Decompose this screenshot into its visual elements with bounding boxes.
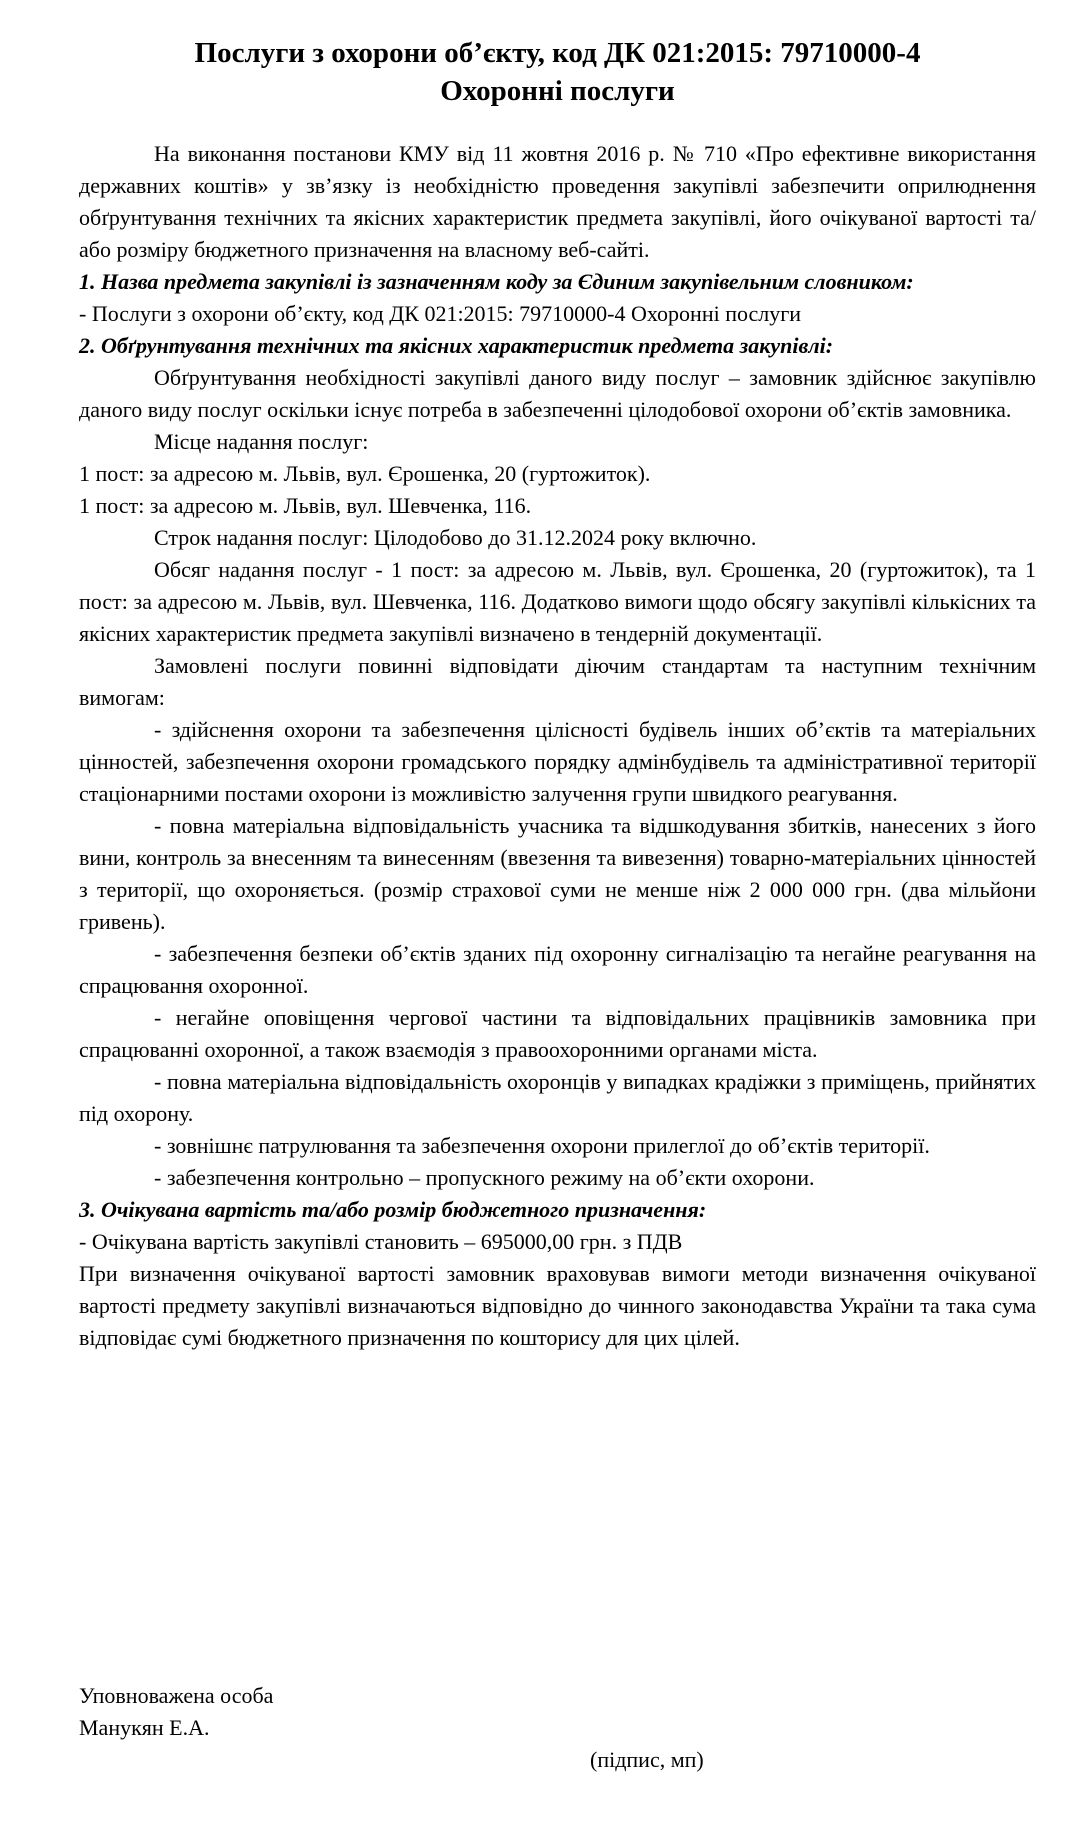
signature-name: Манукян Е.А. (79, 1715, 210, 1740)
requirement-guards-liability: - повна матеріальна відповідальність охоронців у випадках крадіжки з приміщень, прийнятих під охорону. (79, 1069, 1036, 1126)
requirement-security-integrity: - здійснення охорони та забезпечення цілісності будівель інших об’єктів та матеріальних цінностей, забезпечення охорони громадського порядку адмінбудівель та адміністративної території стаціонарними постами охорони із можливістю залучення групи швидкого реагування. (79, 717, 1036, 806)
paragraph-value-method: При визначення очікуваної вартості замовник враховував вимоги методи визначення очікуваної вартості предмету закупівлі визначаються відповідно до чинного законодавства України та така сума відповідає сумі бюджетного призначення по кошторису для цих цілей. (79, 1261, 1036, 1350)
post-line-2: 1 пост: за адресою м. Львів, вул. Шевченка, 116. (79, 493, 532, 518)
requirement-alarm-security: - забезпечення безпеки об’єктів зданих під охоронну сигналізацію та негайне реагування на спрацювання охоронної. (79, 941, 1036, 998)
document-title (79, 34, 1036, 110)
post-line-1: 1 пост: за адресою м. Львів, вул. Єрошенка, 20 (гуртожиток). (79, 461, 651, 486)
document-title-line-2: Охоронні послуги (440, 75, 675, 107)
section-2-heading: 2. Обґрунтування технічних та якісних характеристик предмета закупівлі: (79, 333, 834, 358)
signature-block (79, 1680, 1036, 1776)
paragraph-justification: Обґрунтування необхідності закупівлі даного виду послуг – замовник здійснює закупівлю даного виду послуг оскільки існує потреба в забезпеченні цілодобової охорони об’єктів замовника. (79, 365, 1036, 422)
document-title-line-1: Послуги з охорони об’єкту, код ДК 021:2015: 79710000-4 (194, 37, 921, 69)
section-1-item: - Послуги з охорони об’єкту, код ДК 021:2015: 79710000-4 Охоронні послуги (79, 301, 802, 326)
signature-role: Уповноважена особа (79, 1683, 274, 1708)
requirement-material-liability-participant: - повна матеріальна відповідальність учасника та відшкодування збитків, нанесених з його вини, контроль за внесенням та винесенням (ввезення та вивезення) товарно-матеріальних цінностей з території, що охороняється. (розмір страхової суми не менше ніж 2 000 000 грн. (два мільйони гривень). (79, 813, 1036, 934)
intro-paragraph: На виконання постанови КМУ від 11 жовтня 2016 р. № 710 «Про ефективне використання державних коштів» у зв’язку із необхідністю проведення закупівлі забезпечити оприлюднення обґрунтування технічних та якісних характеристик предмета закупівлі, його очікуваної вартості та/або розміру бюджетного призначення на власному веб-сайті. (79, 141, 1036, 262)
requirement-external-patrol: - зовнішнє патрулювання та забезпечення охорони прилеглої до об’єктів території. (154, 1133, 930, 1158)
section-1-heading: 1. Назва предмета закупівлі із зазначенням коду за Єдиним закупівельним словником: (79, 269, 914, 294)
paragraph-place-of-service: Місце надання послуг: (154, 429, 369, 454)
paragraph-service-term: Строк надання послуг: Цілодобово до 31.12.2024 року включно. (154, 525, 757, 550)
requirement-immediate-notification: - негайне оповіщення чергової частини та відповідальних працівників замовника при спрацюванні охоронної, а також взаємодія з правоохоронними органами міста. (79, 1005, 1036, 1062)
section-3-heading: 3. Очікувана вартість та/або розмір бюджетного призначення: (79, 1197, 707, 1222)
paragraph-service-scope: Обсяг надання послуг - 1 пост: за адресою м. Львів, вул. Єрошенка, 20 (гуртожиток), та 1 пост: за адресою м. Львів, вул. Шевченка, 116. Додатково вимоги щодо обсягу закупівлі кількісних та якісних характеристик предмета закупівлі визначено в тендерній документації. (79, 557, 1036, 646)
requirement-access-control: - забезпечення контрольно – пропускного режиму на об’єкти охорони. (154, 1165, 815, 1190)
document-body (79, 138, 1036, 1354)
paragraph-standards-intro: Замовлені послуги повинні відповідати діючим стандартам та наступним технічним вимогам: (79, 653, 1036, 710)
signature-note: (підпис, мп) (590, 1747, 704, 1772)
expected-value-line: - Очікувана вартість закупівлі становить – 695000,00 грн. з ПДВ (79, 1229, 683, 1254)
